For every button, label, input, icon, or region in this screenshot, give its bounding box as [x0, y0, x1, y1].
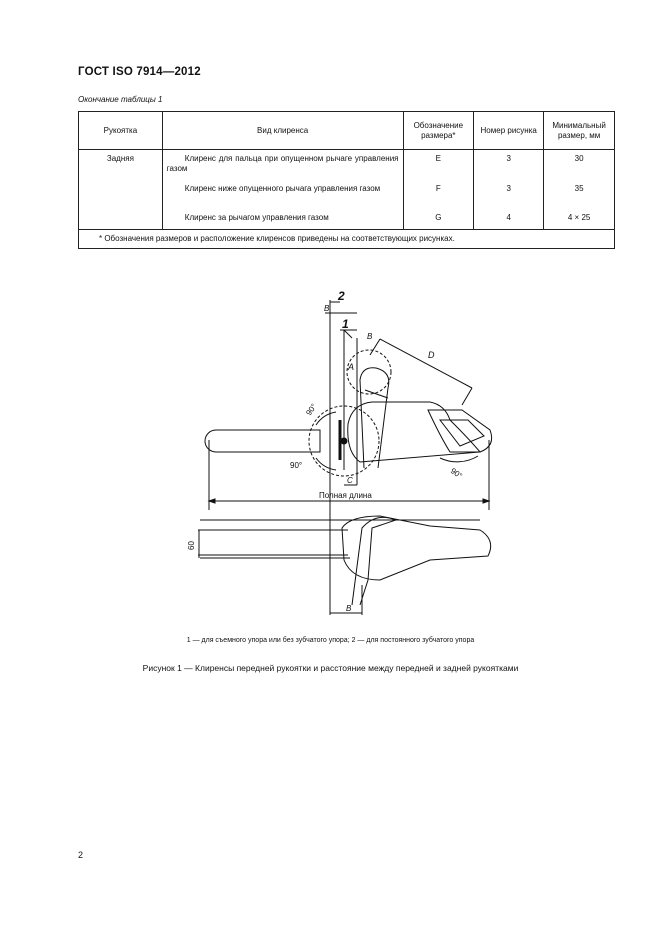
label-dim-b-small: B	[367, 332, 373, 341]
page-number: 2	[78, 850, 84, 860]
cell-designation: F	[403, 178, 474, 208]
label-angle-left-bottom: 90°	[290, 461, 303, 470]
col-header-figure: Номер рисунка	[474, 112, 544, 150]
label-dim-b-bottom: B	[346, 604, 352, 613]
cell-min-size: 35	[544, 178, 615, 208]
label-full-length: Полная длина	[319, 491, 372, 500]
leader-1	[344, 330, 352, 338]
col-header-min-size: Минимальный размер, мм	[544, 112, 615, 150]
label-point-a: A	[348, 362, 355, 372]
engine-body	[348, 402, 480, 462]
dim-d-ext2	[462, 388, 472, 405]
label-height-60: 60	[187, 541, 196, 550]
table-footnote: * Обозначения размеров и расположение клиренсов приведены на соответствующих рисунках.	[79, 230, 615, 249]
label-angle-right: 90°	[448, 466, 464, 481]
col-header-designation: Обозначение размера*	[403, 112, 474, 150]
bottom-view-front-handle	[352, 517, 396, 605]
label-dim-c: C	[347, 476, 353, 485]
cell-designation: E	[403, 150, 474, 179]
cell-designation: G	[403, 208, 474, 230]
rear-handle-grip	[440, 420, 484, 446]
label-angle-left-top: 90°	[304, 402, 319, 418]
cell-type-text: Клиренс за рычагом управления газом	[184, 213, 329, 222]
table-caption: Окончание таблицы 1	[78, 95, 163, 104]
label-dim-d: D	[428, 350, 435, 360]
label-mark-1: 1	[342, 317, 349, 331]
angle-arc-left-top	[316, 412, 336, 425]
guide-bar	[205, 430, 320, 452]
cell-min-size: 30	[544, 150, 615, 179]
reference-point	[341, 438, 347, 444]
cell-type-text: Клиренс для пальца при опущенном рычаге управления газом	[166, 154, 399, 173]
cell-handle: Задняя	[79, 150, 163, 179]
cell-min-size: 4 × 25	[544, 208, 615, 230]
cell-type-text: Клиренс ниже опущенного рычага управления газом	[184, 184, 381, 193]
front-handle	[360, 368, 389, 468]
figure-caption: Рисунок 1 — Клиренсы передней рукоятки и расстояние между передней и задней рукоятками	[142, 663, 519, 673]
angle-arc-left-bottom	[316, 458, 336, 470]
dim-line-d	[380, 339, 472, 388]
cell-figure: 4	[474, 208, 544, 230]
col-header-handle: Рукоятка	[79, 112, 163, 150]
angle-arc-right	[440, 456, 478, 462]
col-header-type: Вид клиренса	[162, 112, 403, 150]
front-handle-brace	[365, 390, 388, 398]
cell-figure: 3	[474, 178, 544, 208]
figure-legend: 1 — для съемного упора или без зубчатого упора; 2 — для постоянного зубчатого упора	[186, 637, 475, 644]
standard-title: ГОСТ ISO 7914—2012	[78, 66, 201, 78]
cell-figure: 3	[474, 150, 544, 179]
label-mark-2: 2	[338, 289, 345, 303]
label-dim-b-top: B	[324, 304, 330, 313]
